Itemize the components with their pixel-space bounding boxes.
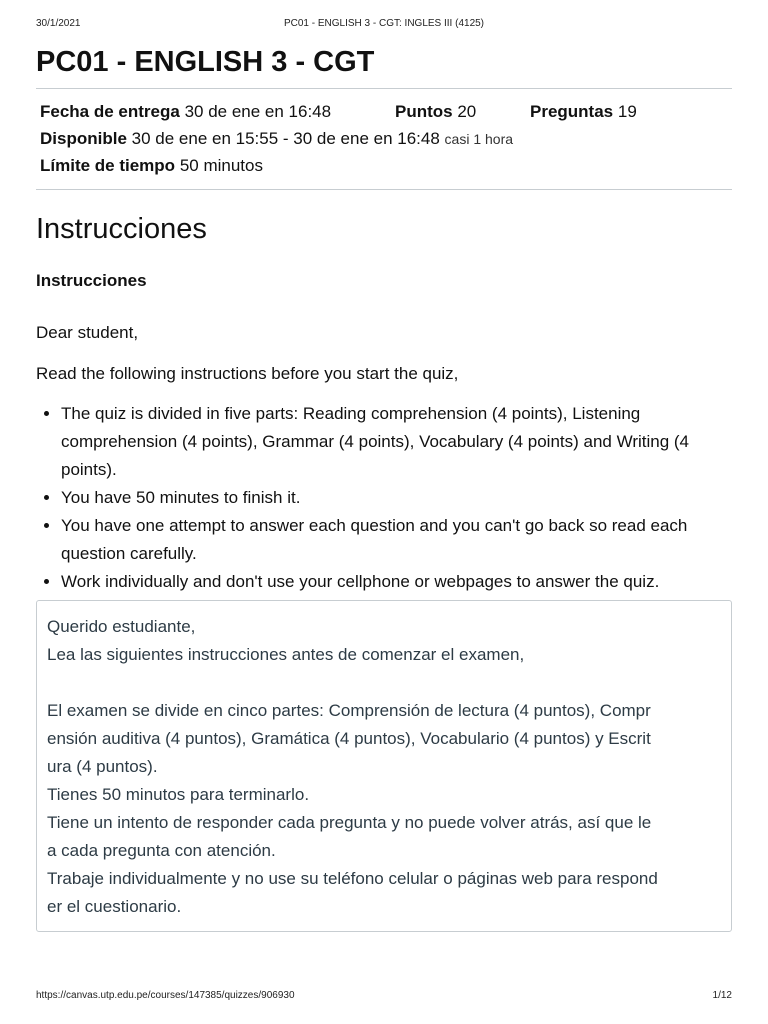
due-date-label: Fecha de entrega <box>40 102 180 121</box>
intro-text: Read the following instructions before you start the quiz, <box>36 364 459 383</box>
print-date: 30/1/2021 <box>36 18 81 29</box>
print-url: https://canvas.utp.edu.pe/courses/147385/quizzes/906930 <box>36 990 295 1001</box>
print-header <box>36 18 732 32</box>
details-row-1 <box>40 98 728 125</box>
quiz-title: PC01 - ENGLISH 3 - CGT <box>36 46 375 78</box>
list-item: • Work individually and don't use your cellphone or webpages to answer the quiz. <box>61 568 732 596</box>
time-limit-label: Límite de tiempo <box>40 156 176 175</box>
points-label: Puntos <box>395 102 453 121</box>
es-attempt-line: Tiene un intento de responder cada pregunta y no puede volver atrás, así que le <box>47 813 652 832</box>
questions-value: 19 <box>617 102 637 121</box>
es-time-line: Tienes 50 minutos para terminarlo. <box>47 785 310 804</box>
quiz-content <box>36 40 732 932</box>
es-greeting: Querido estudiante, <box>47 617 196 636</box>
list-item: • The quiz is divided in five parts: Reading comprehension (4 points), Listening comprehension (4 points), Grammar (4 points), Vocabulary (4 points) and Writing (4 points). <box>61 400 732 484</box>
divider <box>36 189 732 190</box>
details-row-3 <box>40 152 728 179</box>
available-note: casi 1 hora <box>444 131 514 147</box>
page-number: 1/12 <box>712 990 732 1001</box>
available-value: 30 de ene en 15:55 - 30 de ene en 16:48 <box>131 129 440 148</box>
es-individual-line: er el cuestionario. <box>47 897 182 916</box>
es-attempt-line: a cada pregunta con atención. <box>47 841 276 860</box>
points-value: 20 <box>457 102 477 121</box>
list-item: • You have 50 minutes to finish it. <box>61 484 732 512</box>
spanish-instructions-box <box>36 600 732 932</box>
list-item: • You have one attempt to answer each question and you can't go back so read each question carefully. <box>61 512 732 568</box>
time-limit-value: 50 minutos <box>179 156 263 175</box>
instructions-list <box>36 400 732 596</box>
details-row-2 <box>40 125 728 152</box>
greeting-text: Dear student, <box>36 323 139 342</box>
instructions-heading: Instrucciones <box>36 213 207 245</box>
instructions-subheading: Instrucciones <box>36 271 147 290</box>
quiz-details <box>36 89 732 189</box>
es-intro: Lea las siguientes instrucciones antes de comenzar el examen, <box>47 645 525 664</box>
es-individual-line: Trabaje individualmente y no use su teléfono celular o páginas web para respond <box>47 869 658 888</box>
print-document-title: PC01 - ENGLISH 3 - CGT: INGLES III (4125) <box>283 18 485 29</box>
available-label: Disponible <box>40 129 127 148</box>
due-date-value: 30 de ene en 16:48 <box>184 102 332 121</box>
print-footer <box>36 990 732 1004</box>
es-parts-line: El examen se divide en cinco partes: Comprensión de lectura (4 puntos), Compr <box>47 701 651 720</box>
blank-line <box>47 669 721 697</box>
es-parts-line: ura (4 puntos). <box>47 757 158 776</box>
es-parts-line: ensión auditiva (4 puntos), Gramática (4 puntos), Vocabulario (4 puntos) y Escrit <box>47 729 651 748</box>
questions-label: Preguntas <box>530 102 614 121</box>
